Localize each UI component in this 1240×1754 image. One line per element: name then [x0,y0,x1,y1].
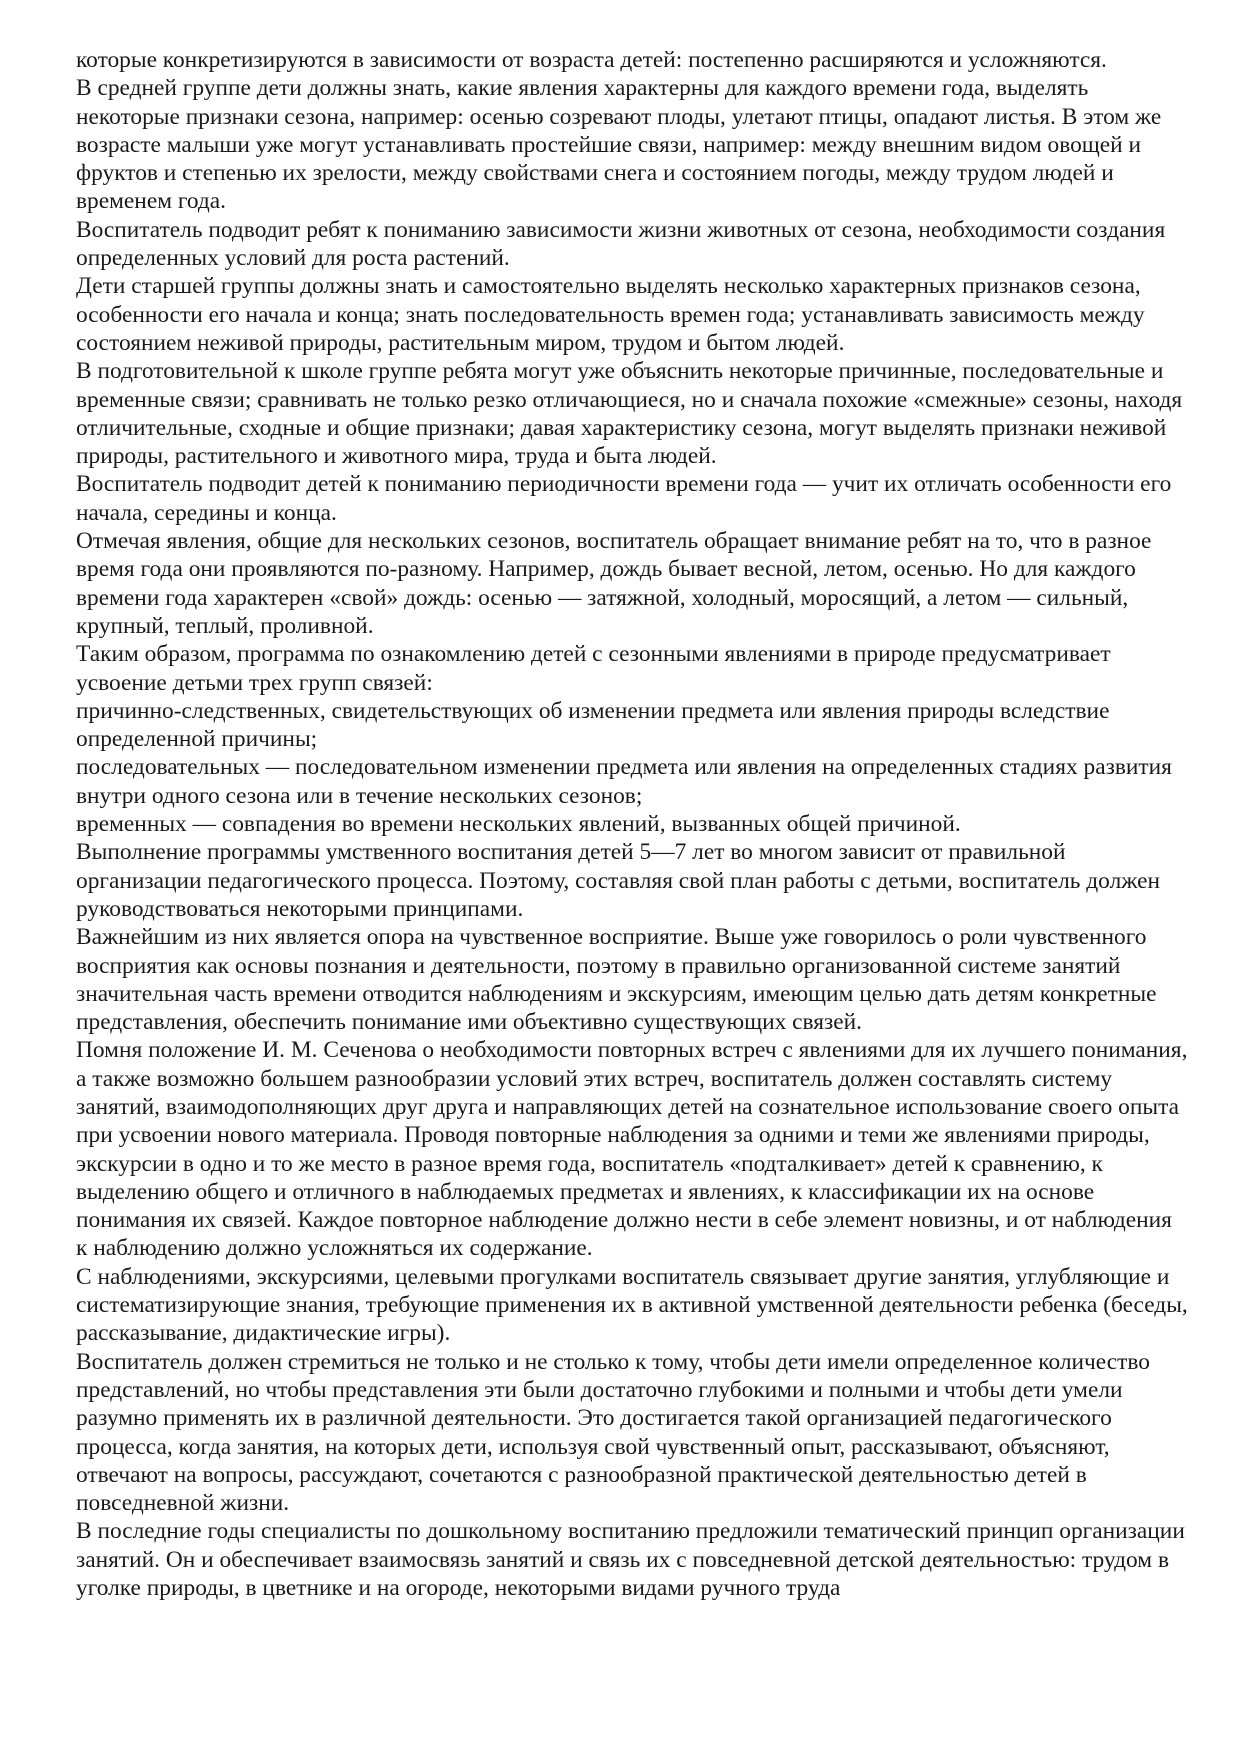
paragraph-15: С наблюдениями, экскурсиями, целевыми прогулками воспитатель связывает другие занятия, углубляющие и систематизирующие знания, требующие применения их в активной умственной деятельности ребенка (беседы, рассказывание, дидактические игры). [76,1263,1188,1347]
paragraph-8: Таким образом, программа по ознакомлению детей с сезонными явлениями в природе предусматривает усвоение детьми трех групп связей: [76,641,1111,696]
paragraph-6: Воспитатель подводит детей к пониманию периодичности времени года — учит их отличать особенности его начала, середины и конца. [76,471,1172,526]
list-item-temporal: временных — совпадения во времени нескольких явлений, вызванных общей причиной. [76,811,961,838]
paragraph-4: Дети старшей группы должны знать и самостоятельно выделять несколько характерных признаков сезона, особенности его начала и конца; знать последовательность времен года; устанавливать зависимость между состоянием неживой природы, растительным миром, трудом и бытом людей. [76,273,1145,356]
paragraph-13: Важнейшим из них является опора на чувственное восприятие. Выше уже говорилось о роли чувственного восприятия как основы познания и деятельности, поэтому в правильно организованной системе занятий значительная часть времени отводится наблюдениям и экскурсиям, имеющим целью дать детям конкретные представления, обеспечить понимание ими объективно существующих связей. [76,924,1157,1036]
paragraph-7: Отмечая явления, общие для нескольких сезонов, воспитатель обращает внимание ребят на то, что в разное время года они проявляются по-разному. Например, дождь бывает весной, летом, осенью. Но для каждого времени года характерен «свой» дождь: осенью — затяжной, холодный, моросящий, а летом — сильный, крупный, теплый, проливной. [76,528,1152,639]
paragraph-14: Помня положение И. М. Сеченова о необходимости повторных встреч с явлениями для их лучшего понимания, а также возможно большем разнообразии условий этих встреч, воспитатель должен составлять систему занятий, взаимодополняющих друг друга и направляющих детей на сознательное использование своего опыта при усвоении нового материала. Проводя повторные наблюдения за одними и теми же явлениями природы, экскурсии в одно и то же место в разное время года, воспитатель «подталкивает» детей к сравнению, к выделению общего и отличного в наблюдаемых предметах и явлениях, к классификации их на основе понимания их связей. Каждое повторное наблюдение должно нести в себе элемент новизны, и от наблюдения к наблюдению должно усложняться их содержание. [76,1037,1188,1262]
paragraph-5: В подготовительной к школе группе ребята могут уже объяснить некоторые причинные, последовательные и временные связи; сравнивать не только резко отличающиеся, но и сначала похожие «смежные» сезоны, находя отличительные, сходные и общие признаки; давая характеристику сезона, могут выделять признаки неживой природы, растительного и животного мира, труда и быта людей. [76,358,1183,470]
paragraph-1: которые конкретизируются в зависимости от возраста детей: постепенно расширяются и усложняются. [76,47,1107,73]
paragraph-17: В последние годы специалисты по дошкольному воспитанию предложили тематический принцип организации занятий. Он и обеспечивает взаимосвязь занятий и связь их с повседневной детской деятельностью: трудом в уголке природы, в цветнике и на огороде, некоторыми видами ручного труда [76,1518,1185,1602]
list-item-causal: причинно-следственных, свидетельствующих об изменении предмета или явления природы вследствие определенной причины; [76,697,1110,753]
paragraph-3: Воспитатель подводит ребят к пониманию зависимости жизни животных от сезона, необходимости создания определенных условий для роста растений. [76,216,1166,272]
list-item-sequential: последовательных — последовательном изменении предмета или явления на определенных стадиях развития внутри одного сезона или в течение нескольких сезонов; [76,754,1172,809]
paragraph-16: Воспитатель должен стремиться не только и не столько к тому, чтобы дети имели определенное количество представлений, но чтобы представления эти были достаточно глубокими и полными и чтобы дети умели разумно применять их в различной деятельности. Это достигается такой организацией педагогического процесса, когда занятия, на которых дети, используя свой чувственный опыт, рассказывают, объясняют, отвечают на вопросы, рассуждают, сочетаются с разнообразной практической деятельностью детей в повседневной жизни. [76,1348,1150,1517]
paragraph-12: Выполнение программы умственного воспитания детей 5—7 лет во многом зависит от правильной организации педагогического процесса. Поэтому, составляя свой план работы с детьми, воспитатель должен руководствоваться некоторыми принципами. [76,839,1160,922]
paragraph-2: В средней группе дети должны знать, какие явления характерны для каждого времени года, выделять некоторые признаки сезона, например: осенью созревают плоды, улетают птицы, опадают листья. В этом же возрасте малыши уже могут устанавливать простейшие связи, например: между внешним видом овощей и фруктов и степенью их зрелости, между свойствами снега и состоянием погоды, между трудом людей и временем года. [76,75,1162,215]
document-page [76,46,1188,1602]
